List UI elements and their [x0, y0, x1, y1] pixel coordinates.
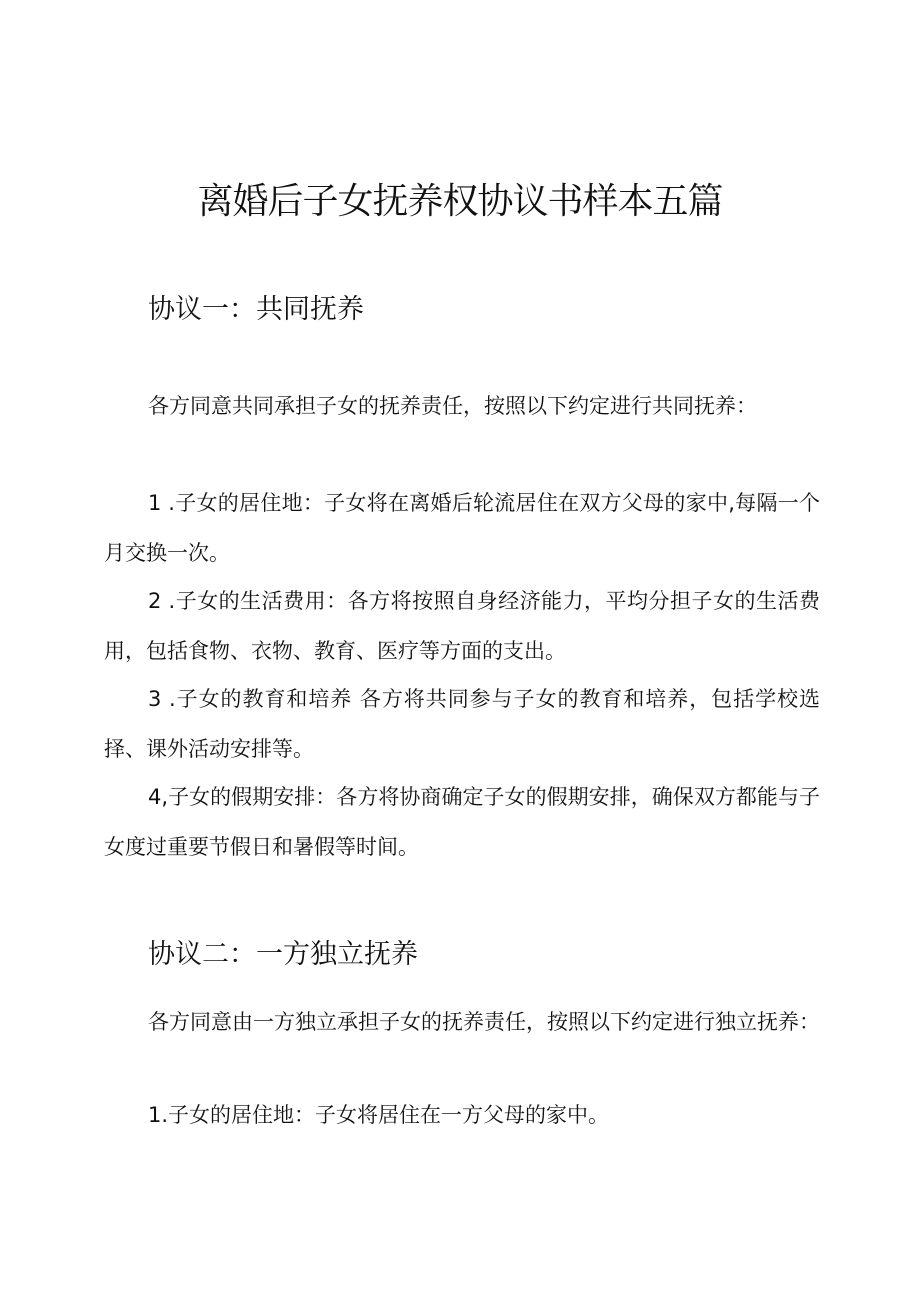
list-item: 4,子女的假期安排：各方将协商确定子女的假期安排，确保双方都能与子女度过重要节假日和暑假等时间。 [104, 785, 820, 859]
section-intro-agreement-1: 各方同意共同承担子女的抚养责任，按照以下约定进行共同抚养： [148, 394, 757, 418]
section-intro-agreement-2: 各方同意由一方独立承担子女的抚养责任，按照以下约定进行独立抚养： [148, 1010, 820, 1034]
document-title: 离婚后子女抚养权协议书样本五篇 [197, 181, 723, 222]
section-heading-agreement-1: 协议一：共同抚养 [148, 294, 364, 325]
list-item: 1.子女的居住地：子女将居住在一方父母的家中。 [148, 1103, 610, 1127]
list-item: 3 .子女的教育和培养 各方将共同参与子女的教育和培养，包括学校选择、课外活动安排等。 [104, 687, 820, 761]
section-heading-agreement-2: 协议二：一方独立抚养 [148, 939, 418, 970]
list-item: 1 .子女的居住地：子女将在离婚后轮流居住在双方父母的家中,每隔一个月交换一次。 [104, 491, 820, 565]
list-item: 2 .子女的生活费用：各方将按照自身经济能力，平均分担子女的生活费用，包括食物、衣物、教育、医疗等方面的支出。 [104, 589, 820, 663]
